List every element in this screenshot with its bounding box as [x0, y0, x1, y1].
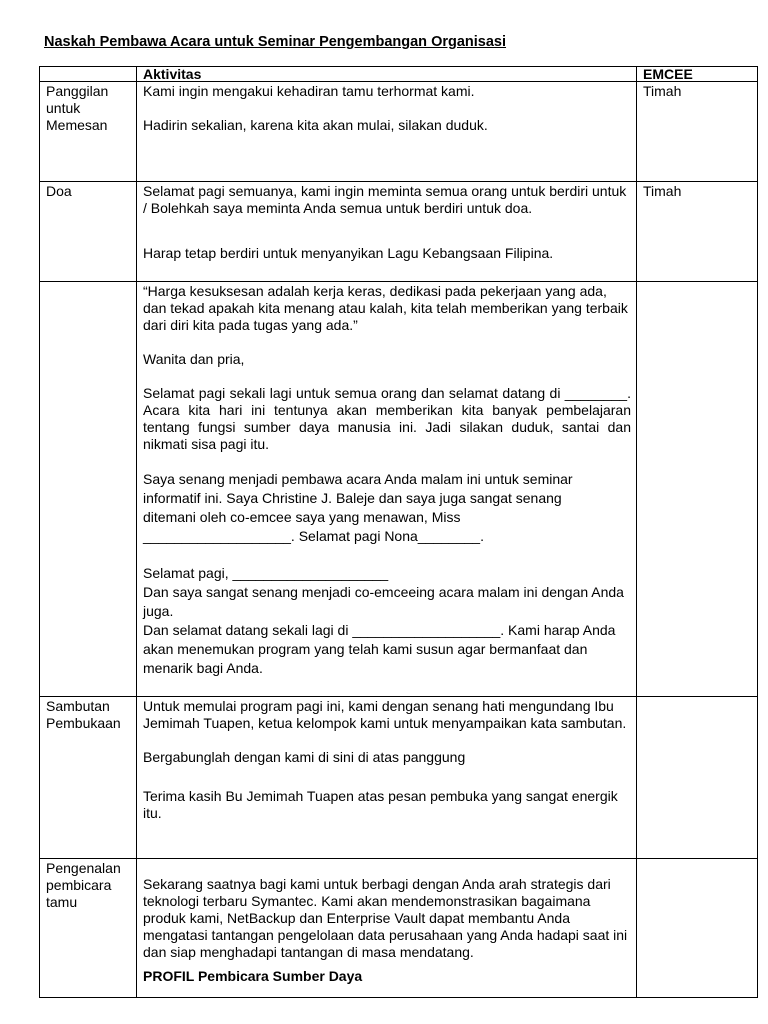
opening-quote: “Harga kesuksesan adalah kerja keras, dedikasi pada pekerjaan yang ada, dan tekad apakah kita menang atau kalah, kita telah memberikan yang terbaik dari diri kita pada tugas yang ada.” [143, 283, 628, 333]
activity-cell [137, 82, 637, 182]
activity-cell [137, 859, 637, 998]
table-row [40, 282, 758, 697]
speaker-profile-heading: PROFIL Pembicara Sumber Daya [143, 968, 363, 984]
host-intro-line: ditemani oleh co-emcee saya yang menawan, Miss [143, 509, 461, 525]
table-row [40, 82, 758, 182]
activity-text: Selamat pagi semuanya, kami ingin meminta semua orang untuk berdiri untuk / Bolehkah saya meminta Anda semua untuk berdiri untuk doa. [143, 183, 627, 216]
document-title: Naskah Pembawa Acara untuk Seminar Pengembangan Organisasi [44, 34, 507, 50]
emcee-script-table [39, 66, 758, 998]
header-segment [40, 67, 137, 82]
emcee-cell [637, 282, 758, 697]
activity-text: Kami ingin mengakui kehadiran tamu terhormat kami. [143, 83, 475, 99]
activity-text: Untuk memulai program pagi ini, kami dengan senang hati mengundang Ibu Jemimah Tuapen, ketua kelompok kami untuk menyampaikan kata sambutan. [143, 698, 627, 731]
segment-label: Panggilan untuk Memesan [46, 83, 109, 133]
activity-text: Harap tetap berdiri untuk menyanyikan Lagu Kebangsaan Filipina. [143, 245, 554, 261]
activity-cell [137, 182, 637, 282]
co-host-line: Dan selamat datang sekali lagi di ___________________. Kami harap Anda akan menemukan program yang telah kami susun agar bermanfaat dan menarik bagi Anda. [143, 622, 616, 676]
emcee-name: Timah [643, 83, 682, 99]
segment-label: Sambutan Pembukaan [46, 698, 121, 731]
activity-text: Bergabunglah dengan kami di sini di atas panggung [143, 749, 466, 765]
co-host-line: Selamat pagi, ____________________ [143, 565, 389, 581]
segment-cell [40, 182, 137, 282]
emcee-cell [637, 697, 758, 859]
co-host-line: Dan saya sangat senang menjadi co-emceeing acara malam ini dengan Anda juga. [143, 584, 624, 619]
emcee-cell [637, 859, 758, 998]
segment-label: Doa [46, 183, 72, 199]
table-row [40, 697, 758, 859]
segment-cell [40, 697, 137, 859]
table-row [40, 182, 758, 282]
co-host-reply [143, 564, 631, 678]
activity-text: Hadirin sekalian, karena kita akan mulai, silakan duduk. [143, 117, 488, 133]
segment-cell [40, 859, 137, 998]
host-intro-line: Saya senang menjadi pembawa acara Anda malam ini untuk seminar informatif ini. Saya Christine J. Baleje dan saya juga sangat senang [143, 471, 573, 506]
host-intro [143, 470, 631, 546]
header-activities: Aktivitas [137, 67, 637, 82]
emcee-cell [637, 82, 758, 182]
table-header-row [40, 67, 758, 82]
table-row [40, 859, 758, 998]
emcee-cell [637, 182, 758, 282]
activity-text: Terima kasih Bu Jemimah Tuapen atas pesan pembuka yang sangat energik itu. [143, 788, 618, 821]
welcome-text: Selamat pagi sekali lagi untuk semua orang dan selamat datang di ________. Acara kita hari ini tentunya akan memberikan kita banyak pembelajaran tentang fungsi sumber daya manusia ini. Jadi silakan duduk, santai dan nikmati sisa pagi itu. [143, 385, 631, 452]
activity-text: Sekarang saatnya bagi kami untuk berbagi dengan Anda arah strategis dari teknologi terbaru Symantec. Kami akan mendemonstrasikan bagaimana produk kami, NetBackup dan Enterprise Vault dapat membantu Anda mengatasi tantangan pengelolaan data perusahaan yang Anda hadapi saat ini dan siap menghadapi tantangan di masa mendatang. [143, 876, 628, 960]
host-intro-line: ___________________. Selamat pagi Nona________. [143, 528, 484, 544]
header-emcee: EMCEE [637, 67, 758, 82]
activity-cell [137, 697, 637, 859]
segment-cell [40, 282, 137, 697]
activity-cell [137, 282, 637, 697]
segment-label: Pengenalan pembicara tamu [46, 860, 121, 910]
emcee-name: Timah [643, 183, 682, 199]
greeting-text: Wanita dan pria, [143, 351, 245, 367]
segment-cell [40, 82, 137, 182]
